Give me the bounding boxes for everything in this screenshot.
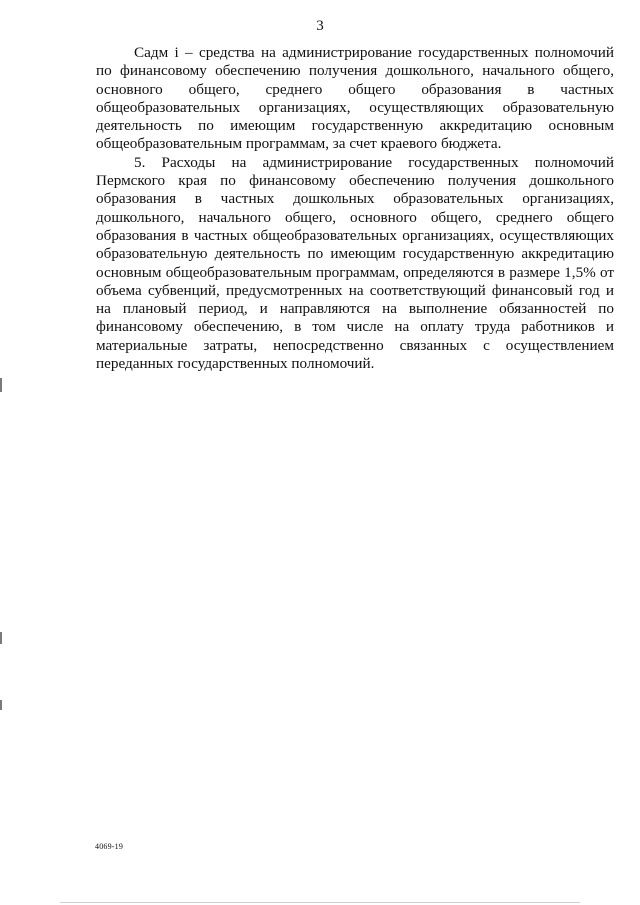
scan-bottom-edge <box>60 902 580 903</box>
scan-edge-mark <box>0 378 2 392</box>
scan-edge-mark <box>0 700 2 710</box>
document-code: 4069-19 <box>95 842 124 851</box>
scan-edge-mark <box>0 632 2 644</box>
page-number: 3 <box>316 18 324 34</box>
document-body <box>96 44 614 373</box>
paragraph-5-expenses: 5. Расходы на администрирование государственных полномочий Пермского края по финансовому обеспечению получения дошкольного образования в частных дошкольных образовательных организациях, дошкольного, начального общего, основного общего, среднего общего образования в частных общеобразовательных организациях, осуществляющих образовательную деятельность по имеющим государственную аккредитацию основным общеобразовательным программам, определяются в размере 1,5% от объема субвенций, предусмотренных на соответствующий финансовый год и на плановый период, и направляются на выполнение обязанностей по финансовому обеспечению, в том числе на оплату труда работников и материальные затраты, непосредственно связанных с осуществлением переданных государственных полномочий. <box>96 153 614 373</box>
paragraph-sadm-definition: Садм i – средства на администрирование государственных полномочий по финансовому обеспечению получения дошкольного, начального общего, основного общего, среднего общего образования в частных общеобразовательных организациях, осуществляющих образовательную деятельность по имеющим государственную аккредитацию основным общеобразовательным программам, за счет краевого бюджета. <box>96 44 614 153</box>
